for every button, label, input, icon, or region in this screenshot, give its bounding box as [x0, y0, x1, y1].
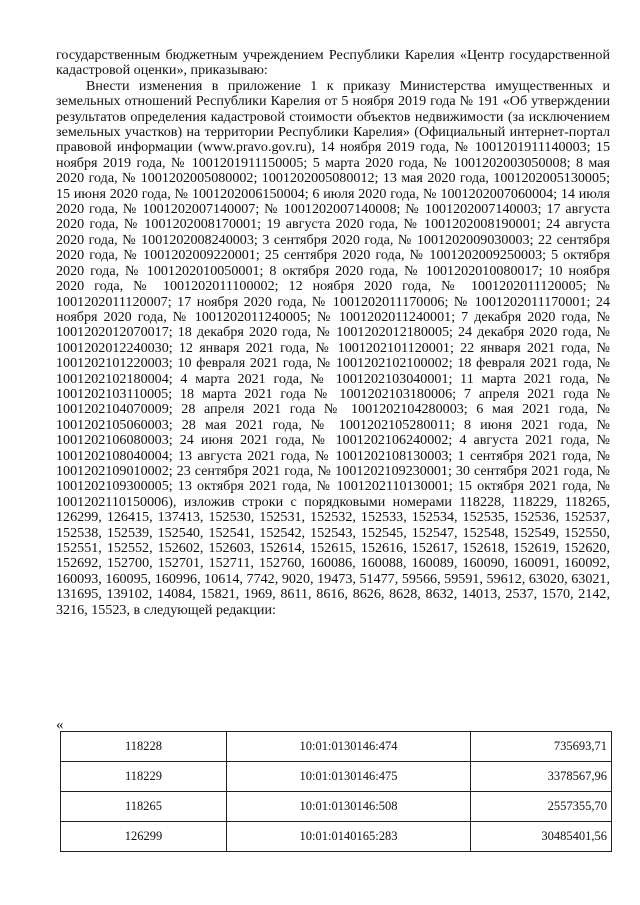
row-number: 118265 [61, 792, 227, 822]
table-row [61, 762, 612, 792]
row-number: 126299 [61, 822, 227, 852]
cadastral-number: 10:01:0130146:475 [226, 762, 470, 792]
cadastral-value: 2557355,70 [471, 792, 612, 822]
document-body [56, 48, 610, 618]
cadastral-value: 30485401,56 [471, 822, 612, 852]
row-number: 118228 [61, 732, 227, 762]
table-row [61, 792, 612, 822]
cadastral-number: 10:01:0140165:283 [226, 822, 470, 852]
table-row [61, 732, 612, 762]
cadastral-number: 10:01:0130146:474 [226, 732, 470, 762]
cadastral-value: 735693,71 [471, 732, 612, 762]
opening-quote-mark: « [56, 717, 64, 733]
table-row [61, 822, 612, 852]
paragraph-amendment: Внести изменения в приложение 1 к приказу Министерства имущественных и земельных отношений Республики Карелия от 5 ноября 2019 года № 191 «Об утверждении результатов определения кадастровой стоимости объектов недвижимости (за исключением земельных участков) на территории Республики Карелия» (Официальный интернет-портал правовой информации (www.pravo.gov.ru), 14 ноября 2019 года, № 1001201911140003; 15 ноября 2019 года, № 1001201911150005; 5 марта 2020 года, № 1001202003050008; 8 мая 2020 года, № 1001202005080002; 1001202005080012; 13 мая 2020 года, 1001202005130005; 15 июня 2020 года, № 1001202006150004; 6 июля 2020 года, № 1001202007060004; 14 июля 2020 года, № 1001202007140007; № 1001202007140008; № 1001202007140003; 17 августа 2020 года, № 1001202008170001; 19 августа 2020 года, № 1001202008190001; 24 августа 2020 года, № 1001202008240003; 3 сентября 2020 года, № 1001202009030003; 22 сентября 2020 года, № 1001202009220001; 25 сентября 2020 года, № 1001202009250003; 5 октября 2020 года, № 1001202010050001; 8 октября 2020 года, № 1001202010080017; 10 ноября 2020 года, № 1001202011100002; 12 ноября 2020 года, № 1001202011120005; № 1001202011120007; 17 ноября 2020 года, № 1001202011170006; № 1001202011170001; 24 ноября 2020 года, № 1001202011240005; № 1001202011240001; 7 декабря 2020 года, № 1001202012070017; 18 декабря 2020 года, № 1001202012180005; 24 декабря 2020 года, № 1001202012240030; 12 января 2021 года, № 1001202101120001; 22 января 2021 года, № 1001202101220003; 10 февраля 2021 года, № 1001202102100002; 18 февраля 2021 года, № 1001202102180004; 4 марта 2021 года, № 1001202103040001; 11 марта 2021 года, № 1001202103110005; 18 марта 2021 года № 1001202103180006; 7 апреля 2021 года № 1001202104070009; 28 апреля 2021 года № 1001202104280003; 6 мая 2021 года, № 1001202105060003; 28 мая 2021 года, № 1001202105280011; 8 июня 2021 года, № 1001202106080003; 24 июня 2021 года, № 1001202106240002; 4 августа 2021 года, № 1001202108040004; 13 августа 2021 года, № 1001202108130003; 1 сентября 2021 года, № 1001202109010002; 23 сентября 2021 года, № 1001202109230001; 30 сентября 2021 года, № 1001202109300005; 13 октября 2021 года, № 1001202110130001; 15 октября 2021 года, № 1001202110150006), изложив строки с порядковыми номерами 118228, 118229, 118265, 126299, 126415, 137413, 152530, 152531, 152532, 152533, 152534, 152535, 152536, 152537, 152538, 152539, 152540, 152541, 152542, 152543, 152545, 152547, 152548, 152549, 152550, 152551, 152552, 152602, 152603, 152614, 152615, 152616, 152617, 152618, 152619, 152620, 152692, 152700, 152701, 152711, 152760, 160086, 160088, 160089, 160090, 160091, 160092, 160093, 160095, 160996, 10614, 7742, 9020, 19473, 51477, 59566, 59591, 59612, 63020, 63021, 131695, 139102, 14084, 15821, 1969, 8611, 8616, 8626, 8628, 8632, 14013, 2537, 1570, 2142, 3216, 15523, в следующей редакции: [56, 77, 610, 618]
row-number: 118229 [61, 762, 227, 792]
cadastral-number: 10:01:0130146:508 [226, 792, 470, 822]
cadastral-value: 3378567,96 [471, 762, 612, 792]
cadastral-value-table [60, 731, 612, 852]
paragraph-intro: государственным бюджетным учреждением Республики Карелия «Центр государственной кадастровой оценки», приказываю: [56, 47, 610, 79]
